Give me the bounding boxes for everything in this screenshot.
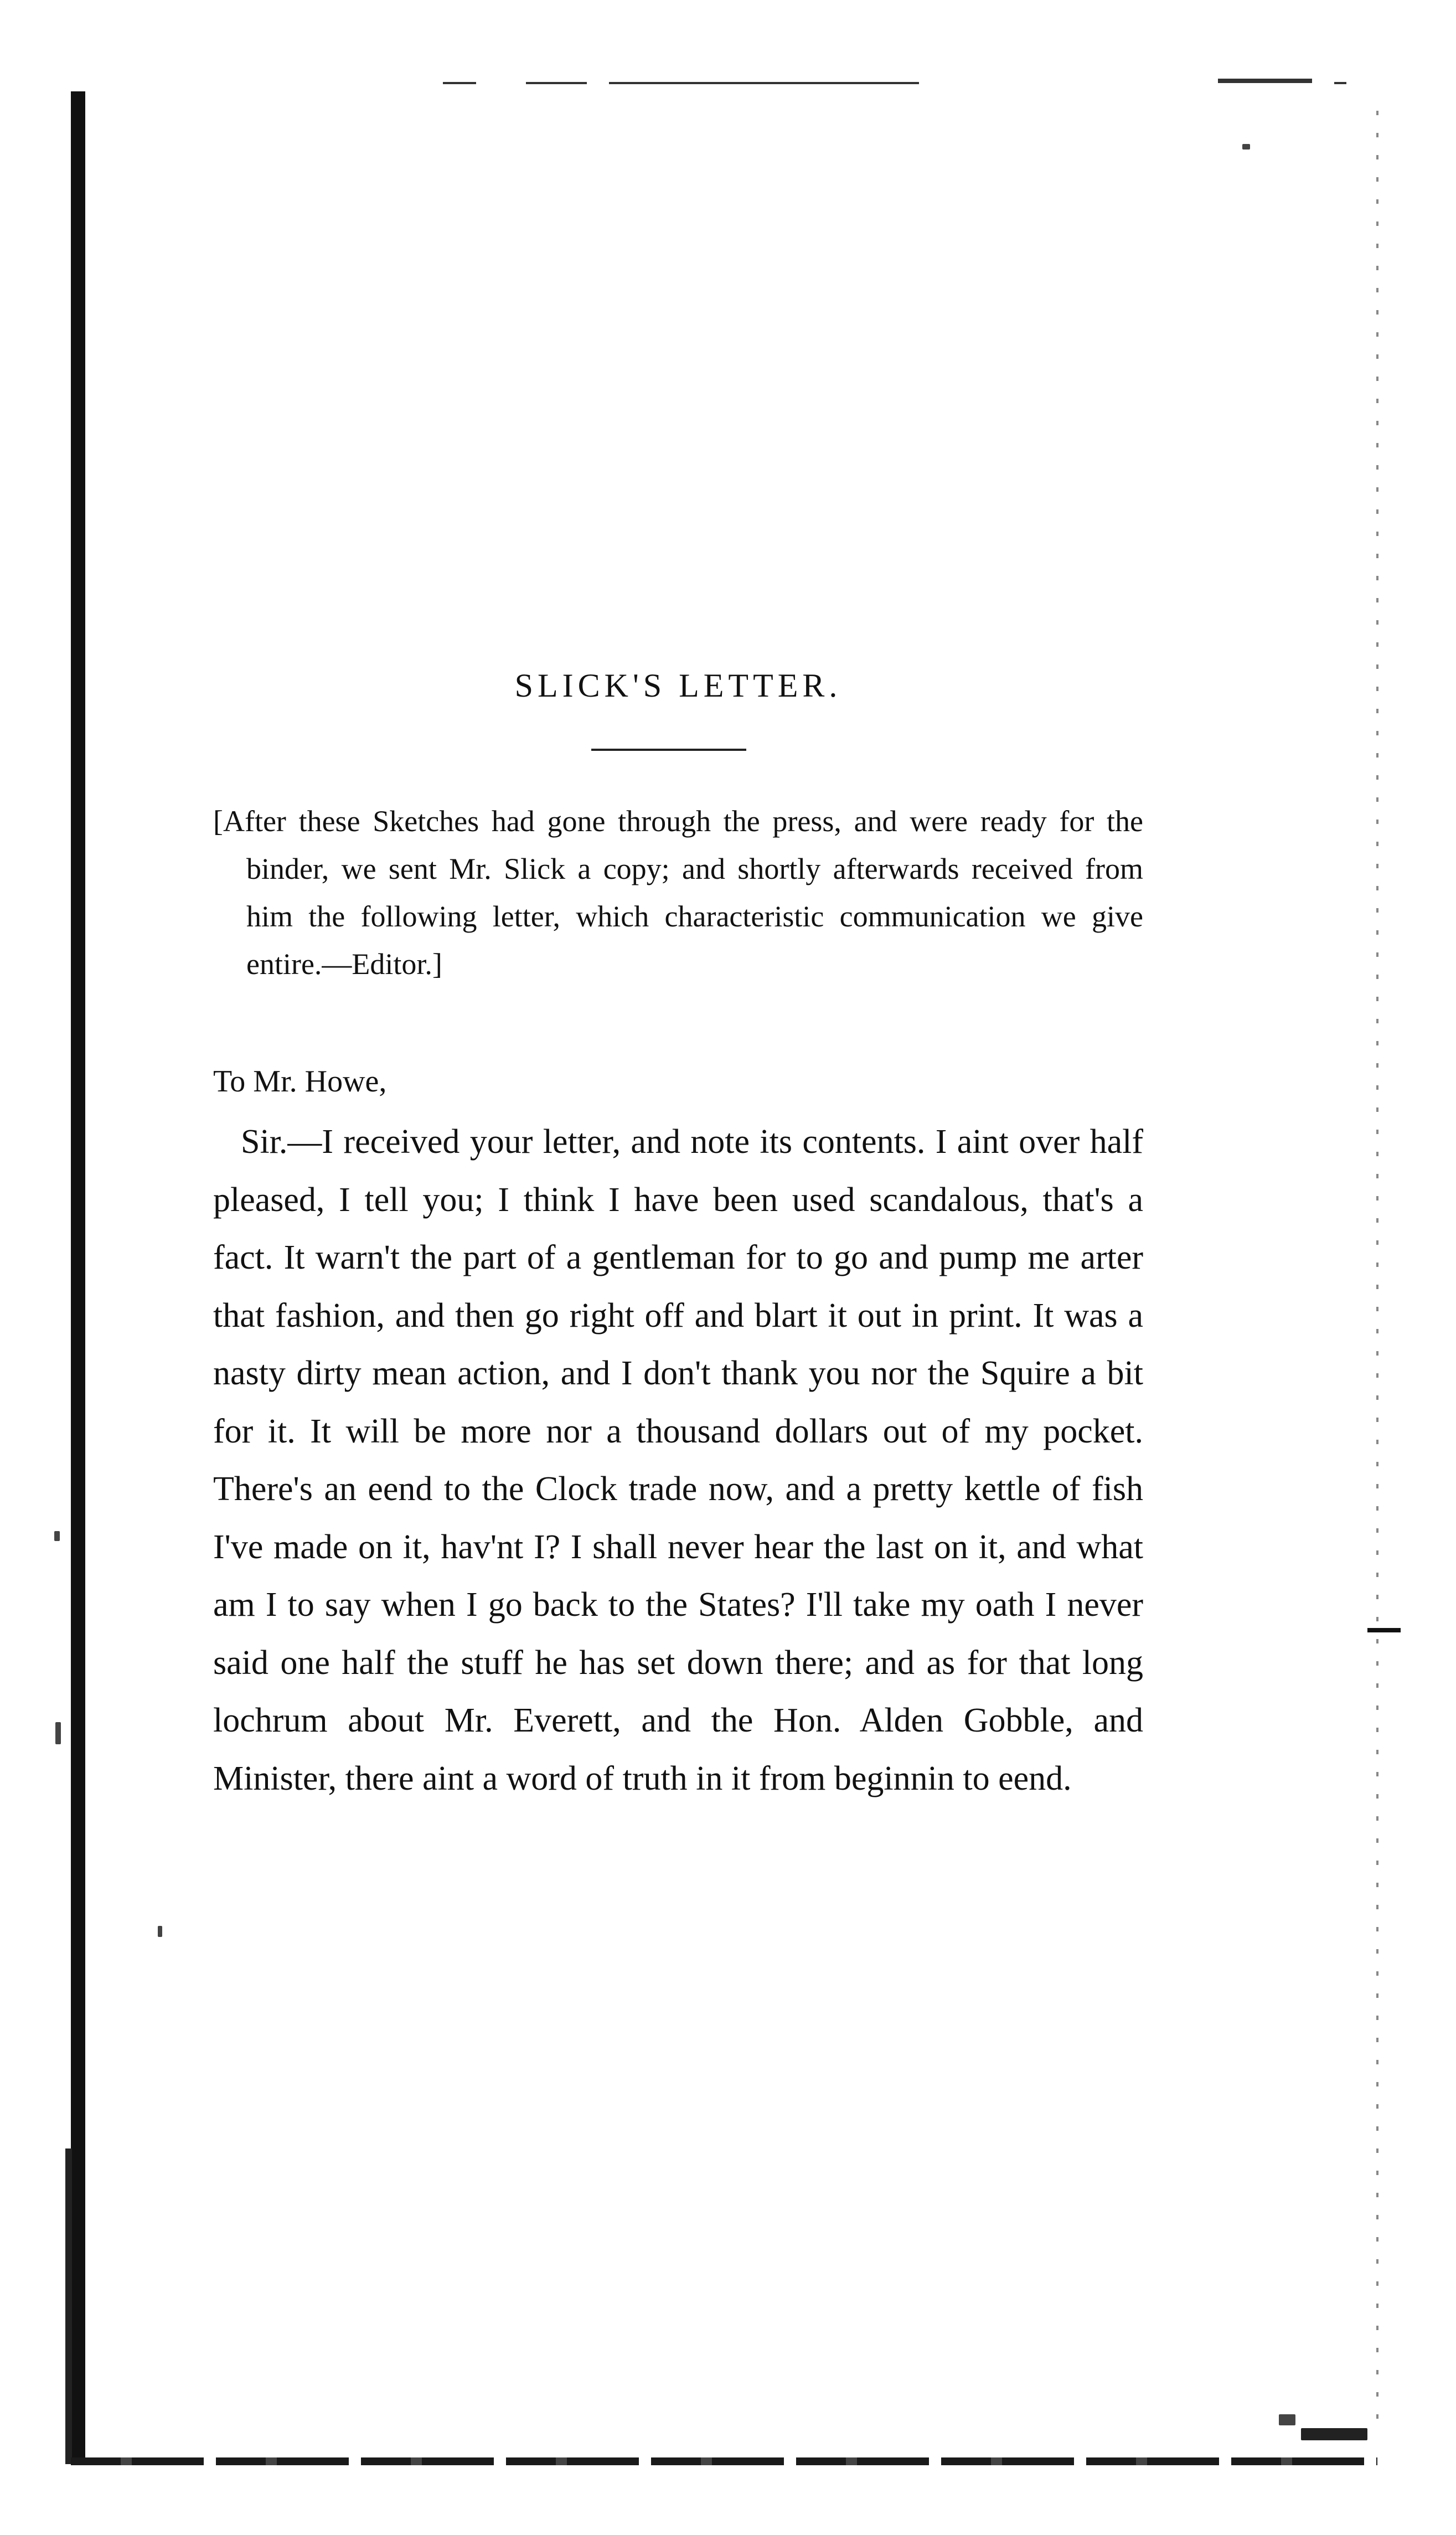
page-title: SLICK'S LETTER. — [514, 667, 842, 704]
scan-speck — [1301, 2428, 1367, 2440]
top-scan-rule — [1218, 79, 1312, 83]
scan-speck — [55, 1722, 61, 1744]
right-edge-mark — [1367, 1628, 1401, 1632]
top-scan-rule — [526, 82, 587, 84]
scan-speck — [158, 1926, 162, 1937]
salutation: To Mr. Howe, — [213, 1064, 387, 1099]
title-divider — [591, 749, 746, 751]
scan-speck — [1242, 144, 1250, 150]
top-scan-rule — [1334, 82, 1346, 84]
top-scan-rule — [443, 82, 476, 84]
left-margin-rule-secondary — [65, 2148, 72, 2464]
scan-speck — [54, 1531, 60, 1541]
right-page-edge — [1376, 111, 1378, 2425]
top-scan-rule — [609, 82, 919, 84]
bottom-margin-rule — [71, 2457, 1377, 2465]
editor-note: [After these Sketches had gone through the press, and were ready for the binder, we sent Mr. Slick a copy; and shortly afterwards received from him the following letter, which characteristic communication we give entire.—Editor.] — [213, 805, 1143, 981]
scan-speck — [1279, 2414, 1295, 2425]
left-margin-rule — [71, 91, 85, 2464]
letter-body: Sir.—I received your letter, and note its contents. I aint over half pleased, I tell you; I think I have been used scandalous, that's a fact. It warn't the part of a gentleman for to go and pump me arter that fashion, and then go right off and blart it out in print. It was a nasty dirty mean action, and I don't thank you nor the Squire a bit for it. It will be more nor a thousand dollars out of my pocket. There's an eend to the Clock trade now, and a pretty kettle of fish I've made on it, hav'nt I? I shall never hear the last on it, and what am I to say when I go back to the States? I'll take my oath I never said one half the stuff he has set down there; and as for that long lochrum about Mr. Everett, and the Hon. Alden Gobble, and Minister, there aint a word of truth in it from beginnin to eend. — [213, 1123, 1143, 1797]
